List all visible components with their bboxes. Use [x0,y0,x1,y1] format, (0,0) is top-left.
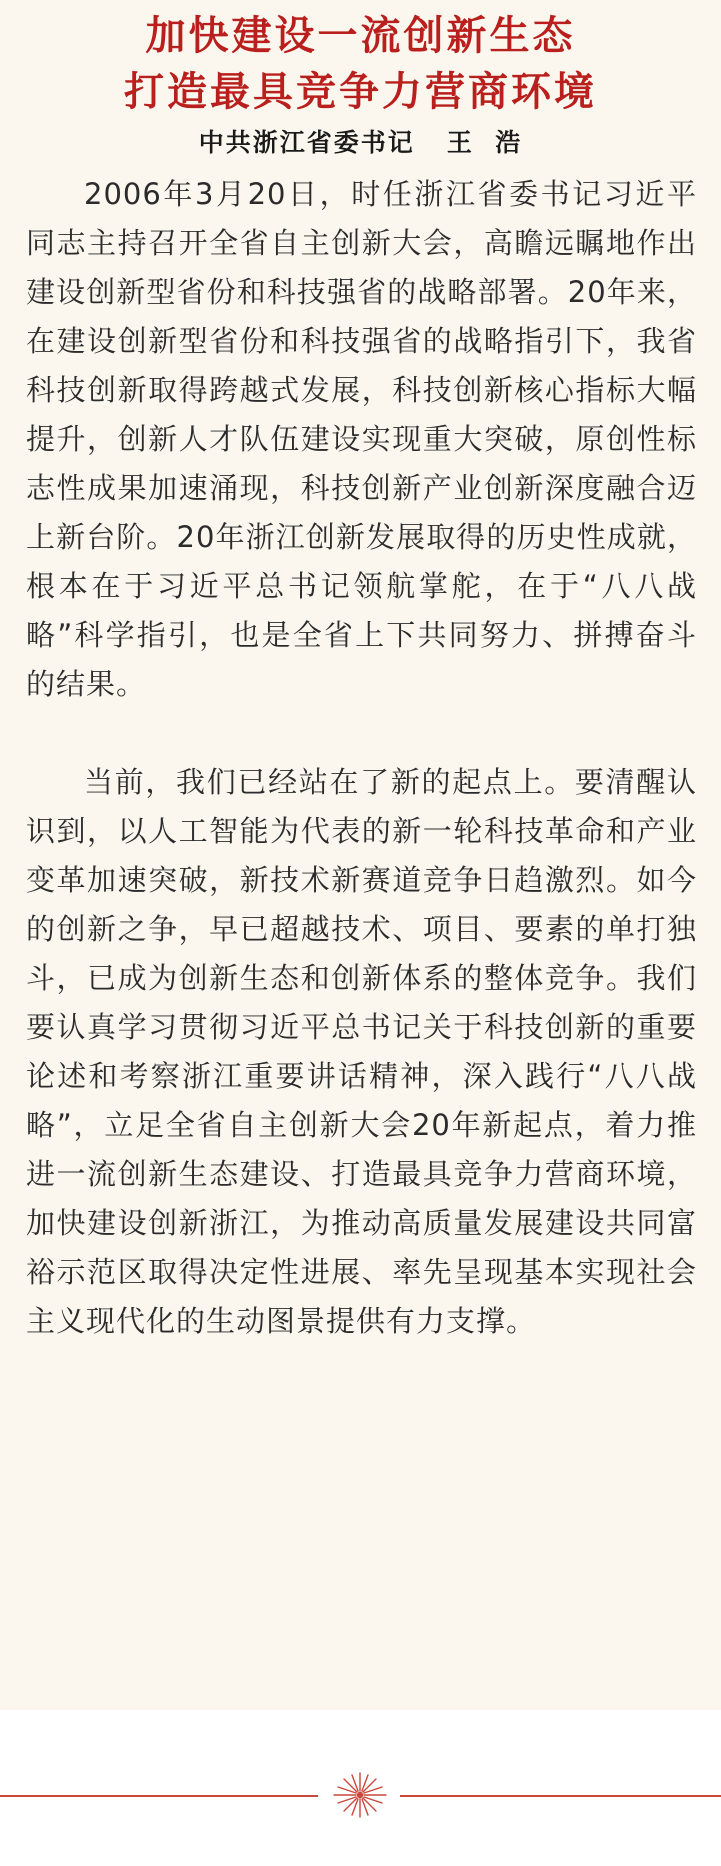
paragraph-1: 2006年3月20日，时任浙江省委书记习近平同志主持召开全省自主创新大会，高瞻远瞩地作出建设创新型省份和科技强省的战略部署。20年来，在建设创新型省份和科技强省的战略指引下，我省科技创新取得跨越式发展，科技创新核心指标大幅提升，创新人才队伍建设实现重大突破，原创性标志性成果加速涌现，科技创新产业创新深度融合迈上新台阶。20年浙江创新发展取得的历史性成就，根本在于习近平总书记领航掌舵，在于“八八战略”科学指引，也是全省上下共同努力、拼搏奋斗的结果。 [26,177,697,701]
title-line-2: 打造最具竞争力营商环境 [124,68,597,115]
paragraph-2: 当前，我们已经站在了新的起点上。要清醒认识到，以人工智能为代表的新一轮科技革命和产业变革加速突破，新技术新赛道竞争日趋激烈。如今的创新之争，早已超越技术、项目、要素的单打独斗，已成为创新生态和创新体系的整体竞争。我们要认真学习贯彻习近平总书记关于科技创新的重要论述和考察浙江重要讲话精神，深入践行“八八战略”，立足全省自主创新大会20年新起点，着力推进一流创新生态建设、打造最具竞争力营商环境，加快建设创新浙江，为推动高质量发展建设共同富裕示范区取得决定性进展、率先呈现基本实现社会主义现代化的生动图景提供有力支撑。 [26,765,697,1338]
author-byline: 中共浙江省委书记 王 浩 [198,128,523,157]
article-title [0,0,721,120]
footer-divider [0,1765,721,1825]
sunburst-flower-icon [330,1770,390,1820]
divider-line-right [400,1795,721,1797]
article-body [26,170,697,1346]
divider-line-left [0,1795,318,1797]
title-line-1: 加快建设一流创新生态 [145,12,576,59]
